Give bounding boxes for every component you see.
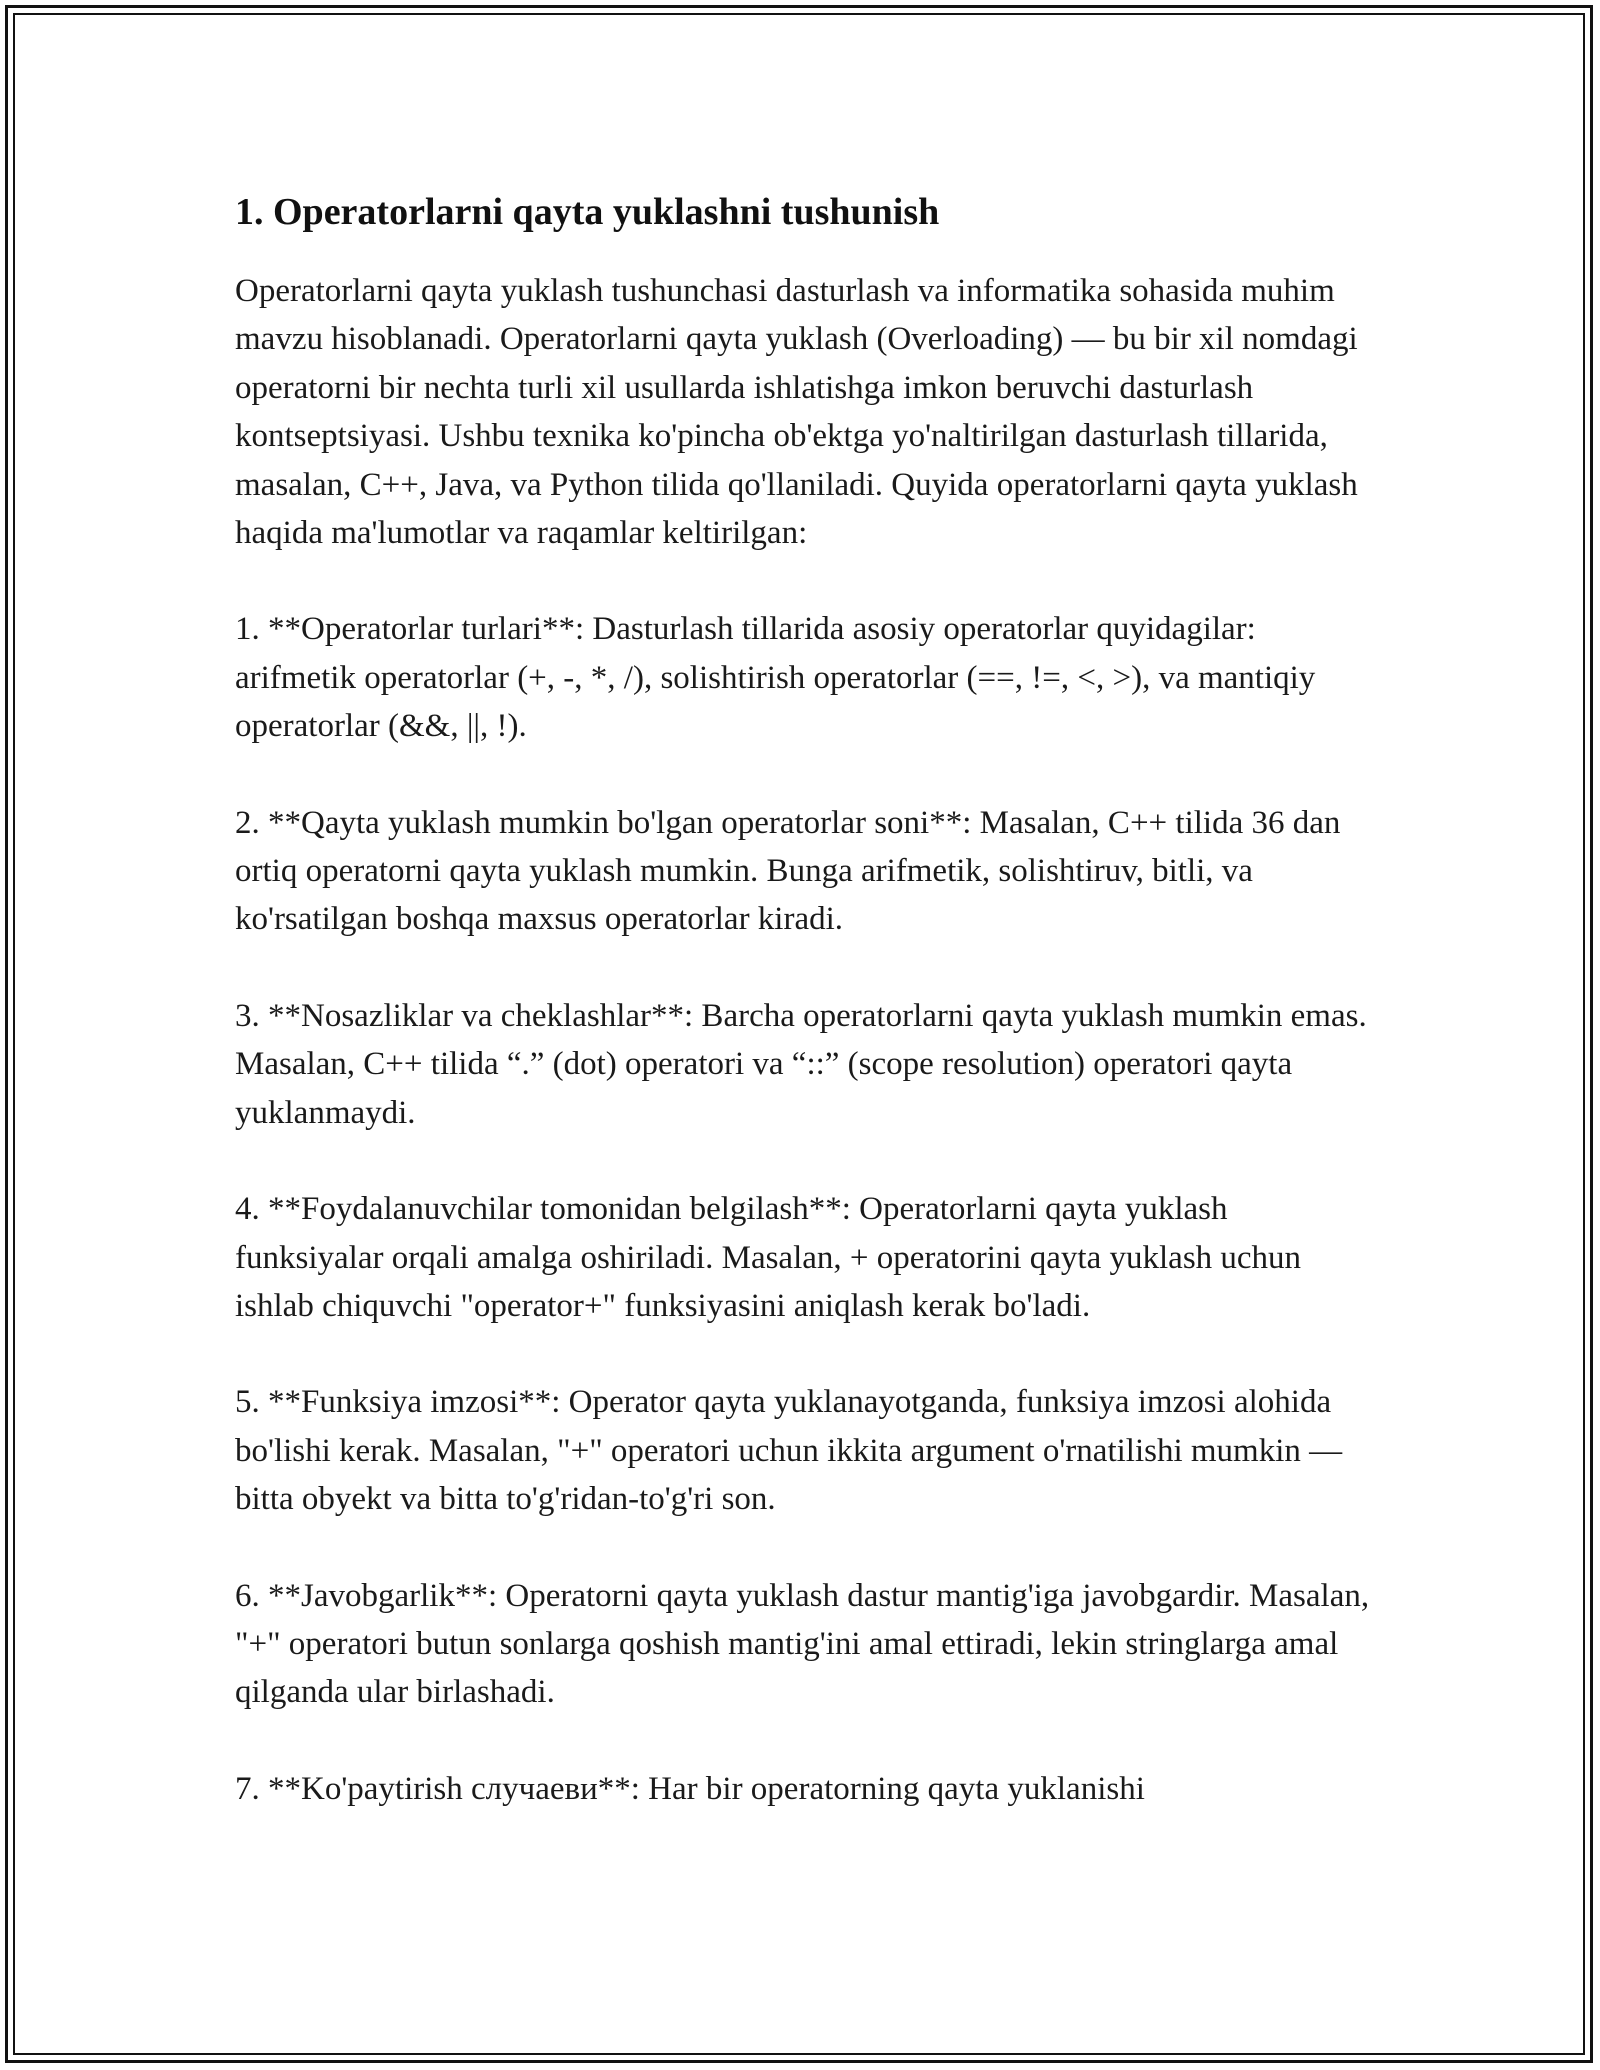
list-item-function-signature: 5. **Funksiya imzosi**: Operator qayta yuklanayotganda, funksiya imzosi alohida bo'lishi kerak. Masalan, "+" operatori uchun ikkita argument o'rnatilishi mumkin — bitta obyekt va bitta to'g'ridan-to'g'ri son.	[235, 1384, 1343, 1518]
document-body	[235, 185, 1370, 1861]
list-item-multiplication-cases: 7. **Ko'paytirish случаеви**: Har bir operatorning qayta yuklanishi	[235, 1770, 1145, 1807]
list-item-user-defined: 4. **Foydalanuvchilar tomonidan belgilash**: Operatorlarni qayta yuklash funksiyalar orqali amalga oshiriladi. Masalan, + operatorini qayta yuklash uchun ishlab chiquvchi "operator+" funksiyasini aniqlash kerak bo'ladi.	[235, 1191, 1302, 1324]
section-heading: 1. Operatorlarni qayta yuklashni tushunish	[235, 191, 940, 233]
list-item-responsibility: 6. **Javobgarlik**: Operatorni qayta yuklash dastur mantig'iga javobgardir. Masalan, "+" operatori butun sonlarga qoshish mantig'ini amal ettiradi, lekin stringlarga amal qilganda ular birlashadi.	[235, 1577, 1370, 1711]
list-item-limitations: 3. **Nosazliklar va cheklashlar**: Barcha operatorlarni qayta yuklash mumkin emas. Masalan, C++ tilida “.” (dot) operatori va “::” (scope resolution) operatori qayta yuklanmaydi.	[235, 997, 1367, 1131]
list-item-operator-types: 1. **Operatorlar turlari**: Dasturlash tillarida asosiy operatorlar quyidagilar: arifmetik operatorlar (+, -, *, /), solishtirish operatorlar (==, !=, <, >), va mantiqiy operatorlar (&&, ||, !).	[235, 611, 1316, 745]
list-item-overloadable-count: 2. **Qayta yuklash mumkin bo'lgan operatorlar soni**: Masalan, C++ tilida 36 dan ortiq operatorni qayta yuklash mumkin. Bunga arifmetik, solishtiruv, bitli, va ko'rsatilgan boshqa maxsus operatorlar kiradi.	[235, 804, 1341, 938]
intro-paragraph: Operatorlarni qayta yuklash tushunchasi dasturlash va informatika sohasida muhim mavzu hisoblanadi. Operatorlarni qayta yuklash (Overloading) — bu bir xil nomdagi operatorni bir nechta turli xil usullarda ishlatishga imkon beruvchi dasturlash kontseptsiyasi. Ushbu texnika ko'pincha ob'ektga yo'naltirilgan dasturlash tillarida, masalan, C++, Java, va Python tilida qo'llaniladi. Quyida operatorlarni qayta yuklash haqida ma'lumotlar va raqamlar keltirilgan:	[235, 273, 1358, 552]
